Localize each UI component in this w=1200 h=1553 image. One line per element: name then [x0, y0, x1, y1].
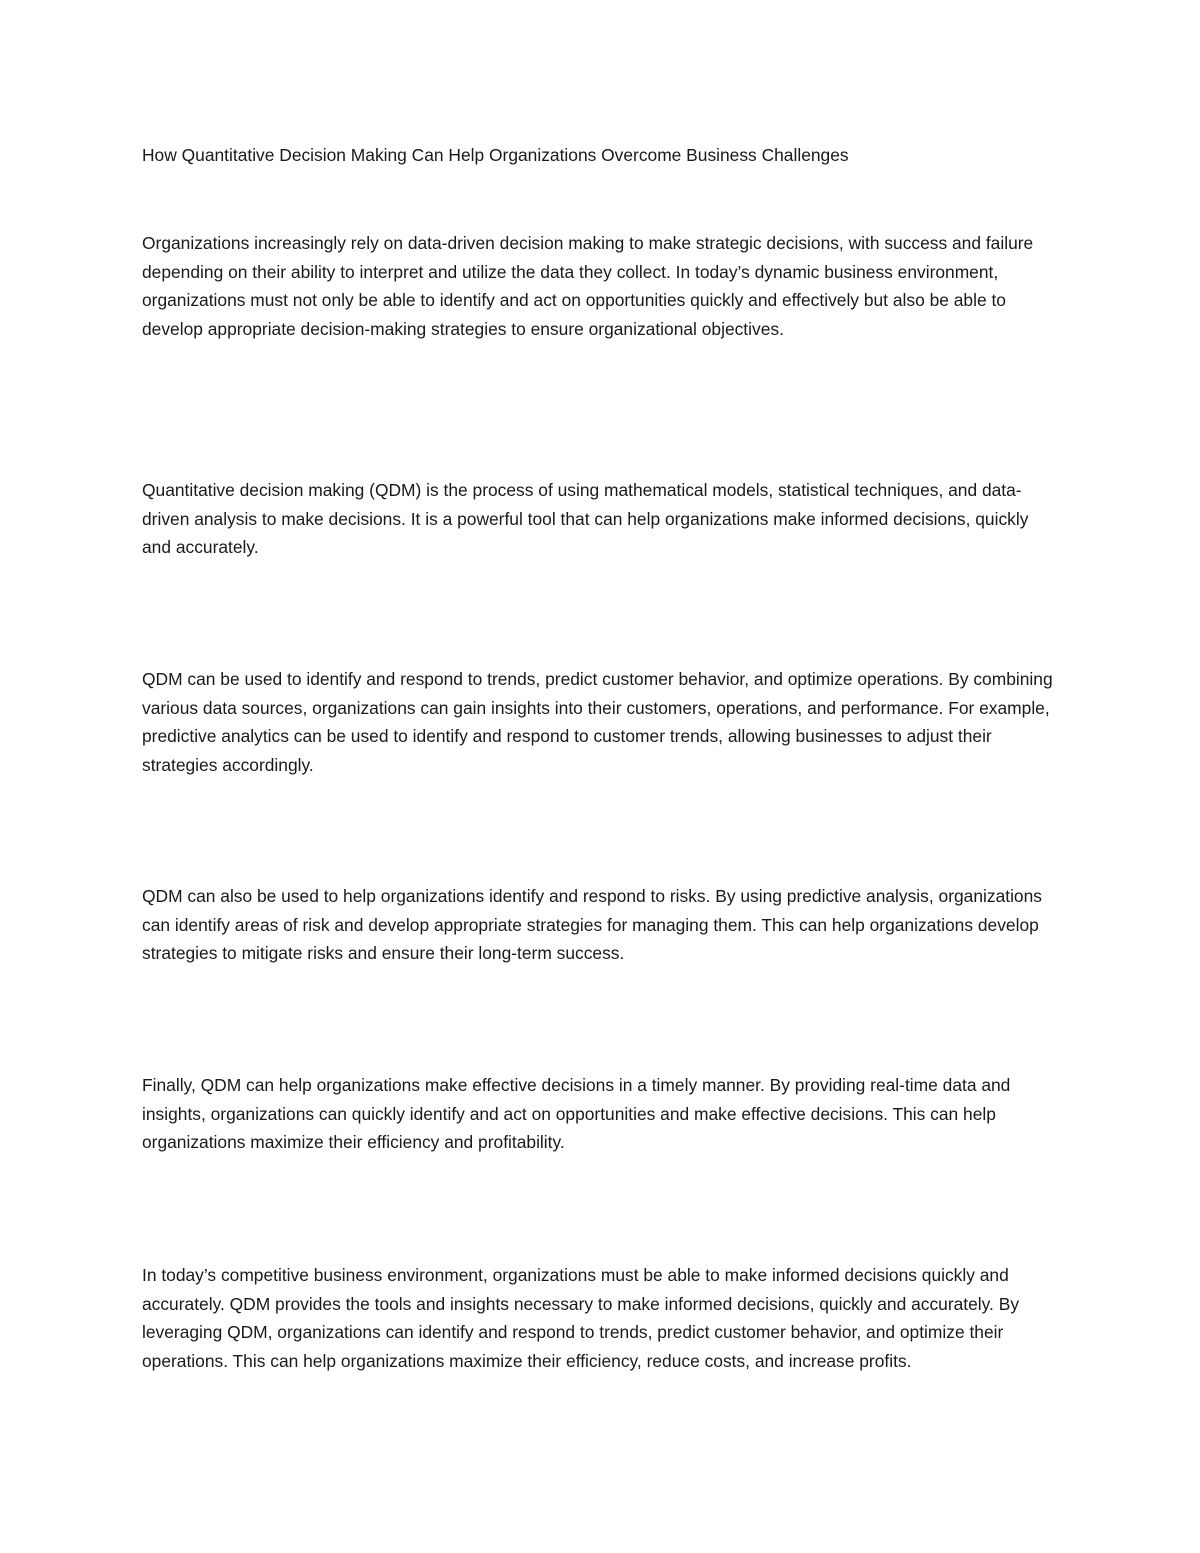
paragraph-conclusion: In today’s competitive business environment, organizations must be able to make informed decisions quickly and accurately. QDM provides the tools and insights necessary to make informed decisions, quickly and accurately. By leveraging QDM, organizations can identify and respond to trends, predict customer behavior, and optimize their operations. This can help organizations maximize their efficiency, reduce costs, and increase profits. [142, 1265, 1020, 1371]
paragraph-qdm-definition: Quantitative decision making (QDM) is the process of using mathematical models, statistical techniques, and data-driven analysis to make decisions. It is a powerful tool that can help organizations make informed decisions, quickly and accurately. [142, 480, 1029, 558]
paragraph-introduction: Organizations increasingly rely on data-driven decision making to make strategic decisions, with success and failure depending on their ability to interpret and utilize the data they collect. In today’s dynamic business environment, organizations must not only be able to identify and act on opportunities quickly and effectively but also be able to develop appropriate decision-making strategies to ensure organizational objectives. [142, 233, 1034, 339]
paragraph-trends: QDM can be used to identify and respond to trends, predict customer behavior, and optimize operations. By combining various data sources, organizations can gain insights into their customers, operations, and performance. For example, predictive analytics can be used to identify and respond to customer trends, allowing businesses to adjust their strategies accordingly. [142, 669, 1053, 775]
paragraph-risks: QDM can also be used to help organizations identify and respond to risks. By using predictive analysis, organizations can identify areas of risk and develop appropriate strategies for managing them. This can help organizations develop strategies to mitigate risks and ensure their long-term success. [142, 886, 1042, 964]
document-title: How Quantitative Decision Making Can Help Organizations Overcome Business Challenges [142, 145, 849, 165]
paragraph-timely-decisions: Finally, QDM can help organizations make effective decisions in a timely manner. By providing real-time data and insights, organizations can quickly identify and act on opportunities and make effective decisions. This can help organizations maximize their efficiency and profitability. [142, 1075, 1011, 1153]
